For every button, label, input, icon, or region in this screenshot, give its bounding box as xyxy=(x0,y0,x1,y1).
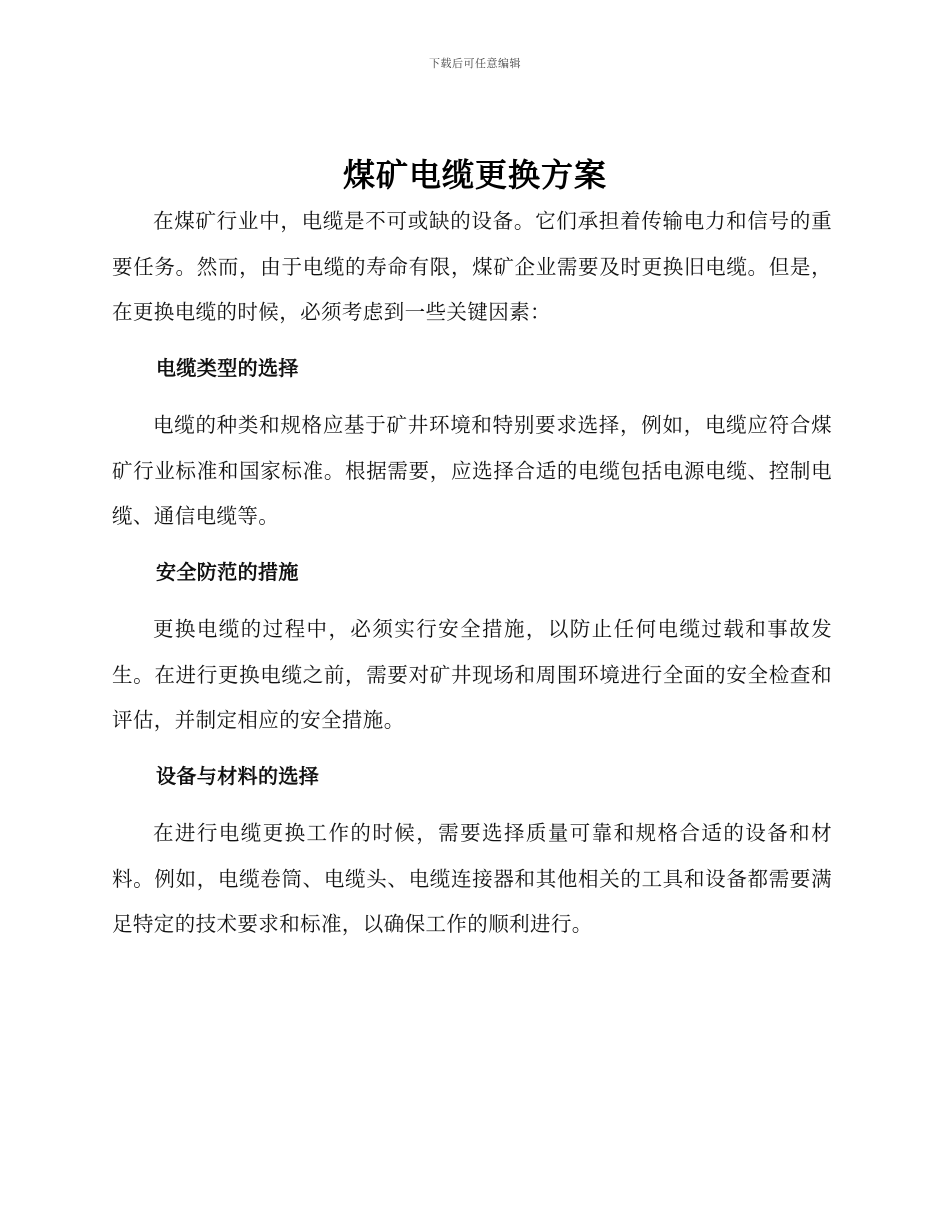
header-note: 下载后可任意编辑 xyxy=(429,57,521,70)
section-cable-type xyxy=(112,346,832,540)
section-paragraph: 电缆的种类和规格应基于矿井环境和特别要求选择，例如，电缆应符合煤矿行业标准和国家标准。根据需要，应选择合适的电缆包括电源电缆、控制电缆、通信电缆等。 xyxy=(112,413,832,528)
section-paragraph: 在进行电缆更换工作的时候，需要选择质量可靠和规格合适的设备和材料。例如，电缆卷筒、电缆头、电缆连接器和其他相关的工具和设备都需要满足特定的技术要求和标准，以确保工作的顺利进行。 xyxy=(112,821,832,936)
section-safety-measures xyxy=(112,550,832,744)
document-title: 煤矿电缆更换方案 xyxy=(342,156,607,194)
section-equipment-materials xyxy=(112,754,832,948)
section-heading: 安全防范的措施 xyxy=(156,559,299,584)
intro-paragraph: 在煤矿行业中，电缆是不可或缺的设备。它们承担着传输电力和信号的重要任务。然而，由于电缆的寿命有限，煤矿企业需要及时更换旧电缆。但是，在更换电缆的时候，必须考虑到一些关键因素： xyxy=(112,209,832,324)
section-paragraph: 更换电缆的过程中，必须实行安全措施，以防止任何电缆过载和事故发生。在进行更换电缆之前，需要对矿井现场和周围环境进行全面的安全检查和评估，并制定相应的安全措施。 xyxy=(112,617,832,732)
section-heading: 设备与材料的选择 xyxy=(156,763,320,788)
section-heading: 电缆类型的选择 xyxy=(156,355,299,380)
document-body xyxy=(112,199,832,948)
